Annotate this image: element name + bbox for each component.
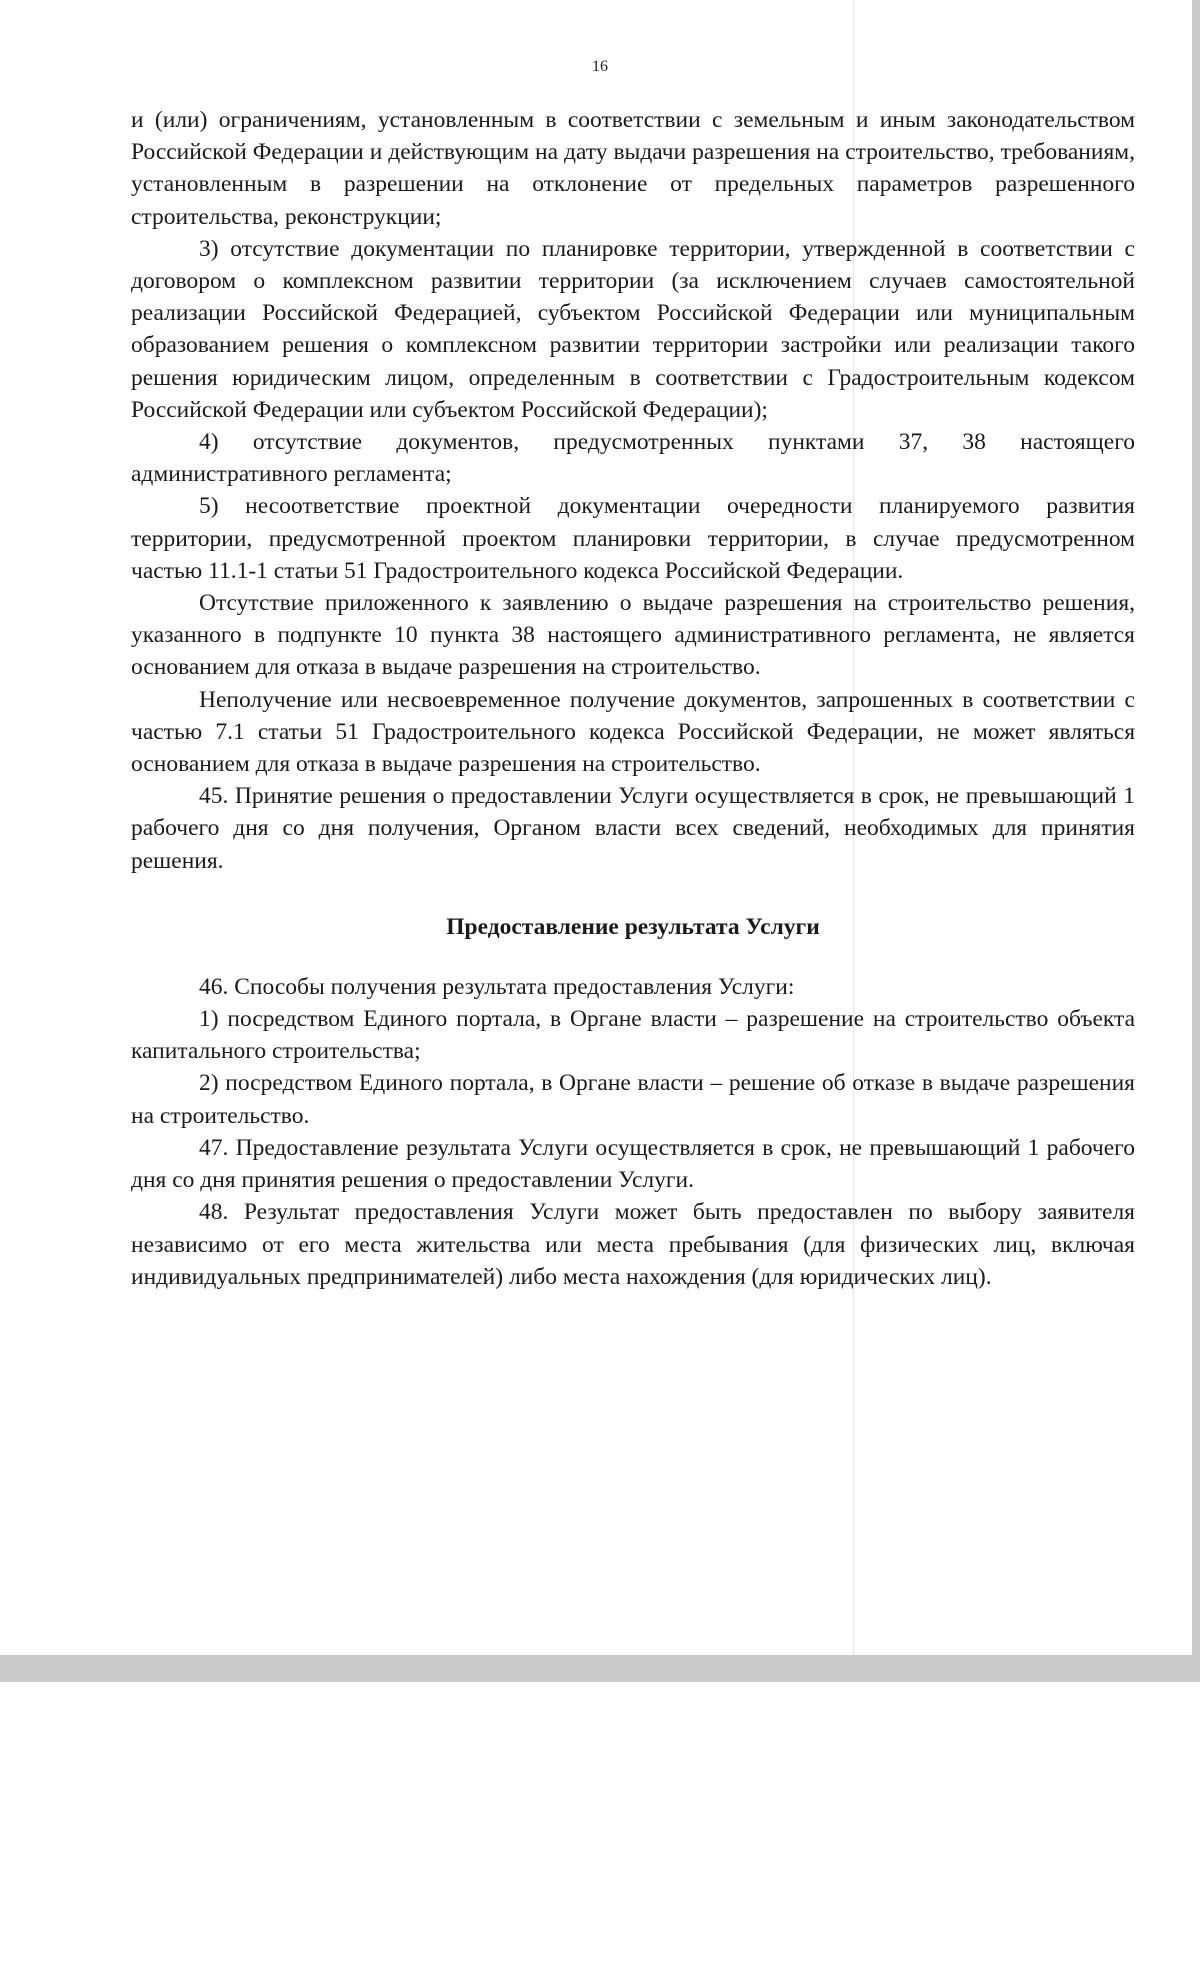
paragraph-continuation: и (или) ограничениям, установленным в соответствии с земельным и иным законодательством Российской Федерации и действующим на дату выдачи разрешения на строительство, требованиям, установленным в разрешении на отклонение от предельных параметров разрешенного строительства, реконструкции; bbox=[131, 107, 1135, 230]
paragraph-item-3: 3) отсутствие документации по планировке территории, утвержденной в соответствии с договором о комплексном развитии территории (за исключением случаев самостоятельной реализации Российской Федерацией, субъектом Российской Федерации или муниципальным образованием решения о комплексном развитии территории застройки или реализации такого решения юридическим лицом, определенным в соответствии с Градостроительным кодексом Российской Федерации или субъектом Российской Федерации); bbox=[131, 235, 1135, 423]
paragraph-48: 48. Результат предоставления Услуги может быть предоставлен по выбору заявителя независимо от его места жительства или места пребывания (для физических лиц, включая индивидуальных предпринимателей) либо места нахождения (для юридических лиц). bbox=[131, 1199, 1135, 1290]
section-heading: Предоставление результата Услуги bbox=[446, 913, 820, 940]
page-number: 16 bbox=[592, 58, 608, 75]
paragraph-46: 46. Способы получения результата предоставления Услуги: bbox=[199, 973, 795, 1000]
paragraph-item-5: 5) несоответствие проектной документации очередности планируемого развития территории, предусмотренной проектом планировки территории, в случае предусмотренном частью 11.1-1 статьи 51 Градостроительного кодекса Российской Федерации. bbox=[131, 493, 1135, 584]
paragraph-item-4: 4) отсутствие документов, предусмотренных пунктами 37, 38 настоящего административного регламента; bbox=[131, 429, 1135, 488]
paragraph-nonreceipt: Неполучение или несвоевременное получение документов, запрошенных в соответствии с частью 7.1 статьи 51 Градостроительного кодекса Российской Федерации, не может являться основанием для отказа в выдаче разрешения на строительство. bbox=[131, 686, 1135, 778]
paragraph-46-item-2: 2) посредством Единого портала, в Органе власти – решение об отказе в выдаче разрешения на строительство. bbox=[131, 1070, 1135, 1129]
paragraph-45: 45. Принятие решения о предоставлении Услуги осуществляется в срок, не превышающий 1 рабочего дня со дня получения, Органом власти всех сведений, необходимых для принятия решения. bbox=[131, 783, 1135, 874]
paragraph-47: 47. Предоставление результата Услуги осуществляется в срок, не превышающий 1 рабочего дня со дня принятия решения о предоставлении Услуги. bbox=[131, 1134, 1135, 1194]
paragraph-46-item-1: 1) посредством Единого портала, в Органе власти – разрешение на строительство объекта капитального строительства; bbox=[131, 1006, 1135, 1065]
page-content bbox=[131, 104, 1135, 1293]
paragraph-absence: Отсутствие приложенного к заявлению о выдаче разрешения на строительство решения, указанного в подпункте 10 пункта 38 настоящего административного регламента, не является основанием для отказа в выдаче разрешения на строительство. bbox=[131, 590, 1135, 681]
